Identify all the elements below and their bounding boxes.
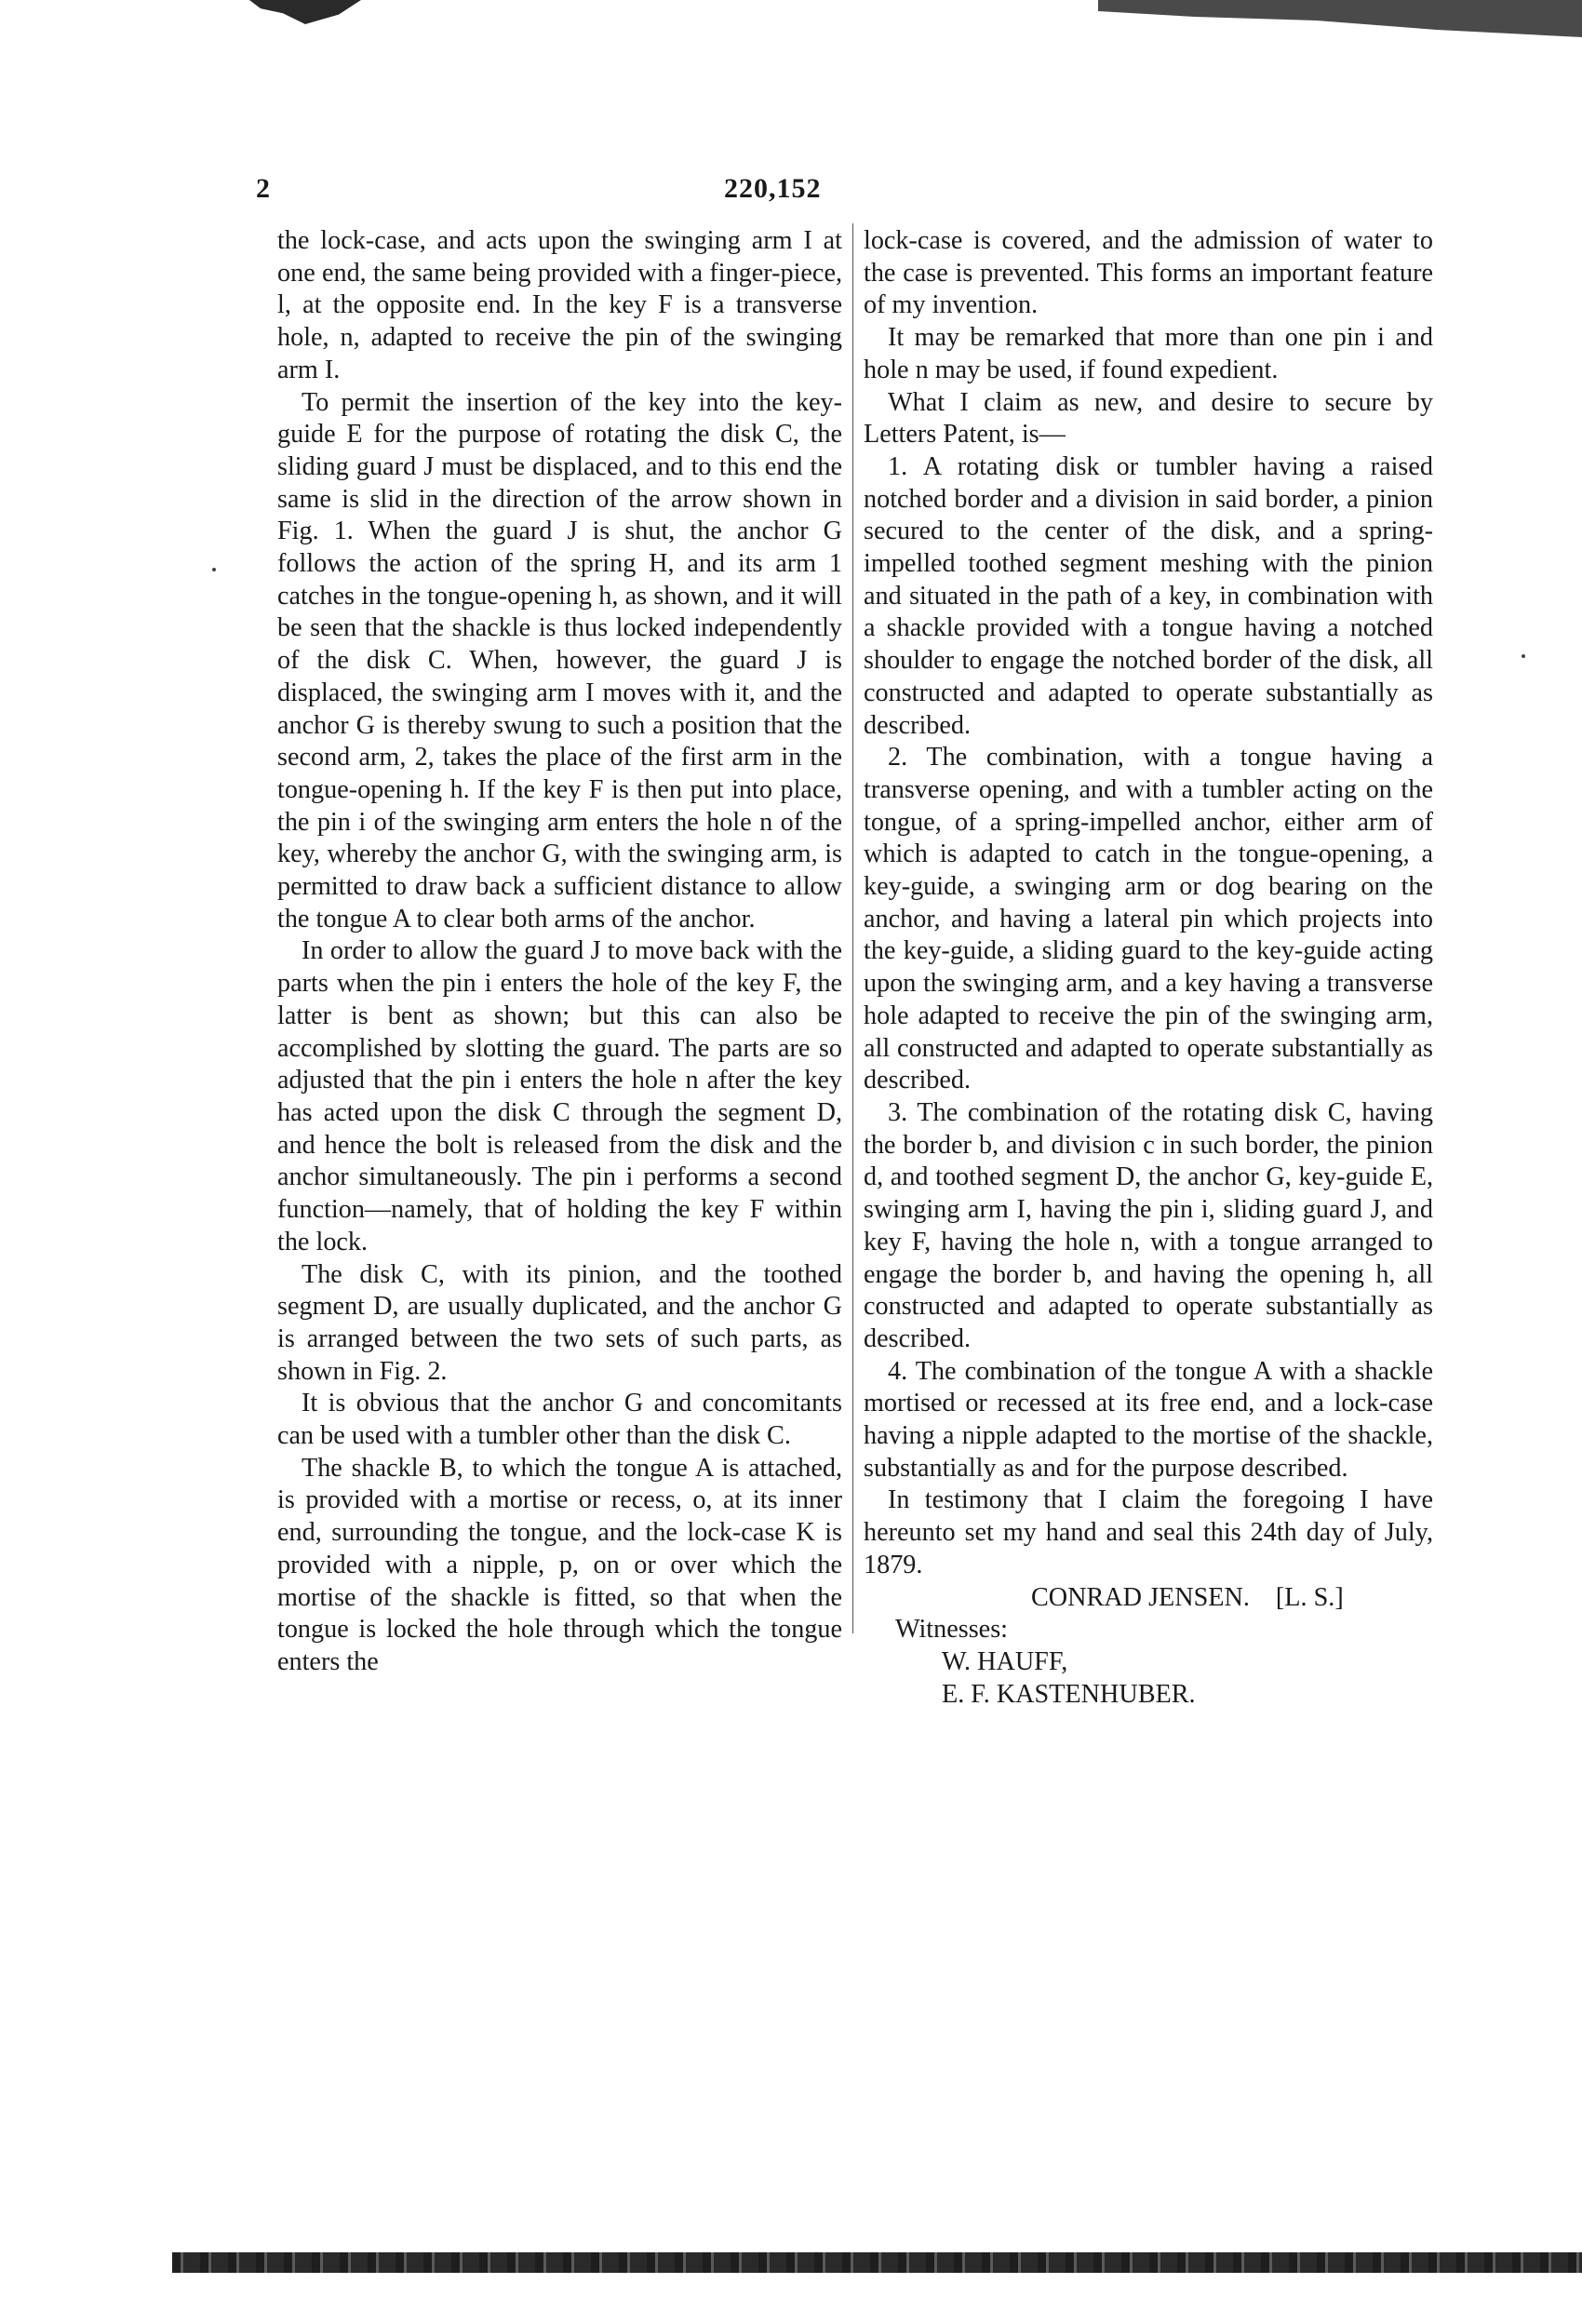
signature-block: [864, 1582, 1433, 1712]
scan-artifact-top-right: [1098, 0, 1582, 37]
seal-mark: [L. S.]: [1275, 1582, 1344, 1612]
claim-4: 4. The combination of the tongue A with a shackle mortised or recessed at its free end, and a lock-case having a nipple adapted to the mortise of the shackle, substantially as and for the purpose described.: [864, 1356, 1433, 1483]
paragraph: the lock-case, and acts upon the swinging arm I at one end, the same being provided with a finger-piece, l, at the opposite end. In the key F is a transverse hole, n, adapted to receive the pin of the swinging arm I.: [277, 226, 842, 384]
paragraph: The shackle B, to which the tongue A is attached, is provided with a mortise or recess, o, at its inner end, surrounding the tongue, and the lock-case K is provided with a nipple, p, on or over which the mortise of the shackle is fitted, so that when the tongue is locked the hole through which the tongue enters the: [277, 1453, 842, 1676]
paragraph: lock-case is covered, and the admission of water to the case is prevented. This forms an important feature of my invention.: [864, 226, 1433, 320]
column-divider: [852, 223, 853, 1633]
paragraph: In order to allow the guard J to move back with the parts when the pin i enters the hole of the key F, the latter is bent as shown; but this can also be accomplished by slotting the guard. The parts are so adjusted that the pin i enters the hole n after the key has acted upon the disk C through the segment D, and hence the bolt is released from the disk and the anchor simultaneously. The pin i performs a second function—namely, that of holding the key F within the lock.: [277, 936, 842, 1256]
scan-artifact-bottom-edge: [172, 2252, 1582, 2273]
witness-name: W. HAUFF,: [942, 1646, 1068, 1676]
witnesses-label: Witnesses:: [895, 1615, 1008, 1645]
inventor-signature: [864, 1582, 1433, 1615]
scan-speck: [212, 568, 216, 571]
witness-name: E. F. KASTENHUBER.: [942, 1679, 1196, 1709]
paragraph: The disk C, with its pinion, and the toothed segment D, are usually duplicated, and the anchor G is arranged between the two sets of such parts, as shown in Fig. 2.: [277, 1259, 842, 1386]
claim-3: 3. The combination of the rotating disk C, having the border b, and division c in such border, the pinion d, and toothed segment D, the anchor G, key-guide E, swinging arm I, having the pin i, sliding guard J, and key F, having the hole n, with a tongue arranged to engage the border b, and having the opening h, all constructed and adapted to operate substantially as described.: [864, 1097, 1433, 1353]
paragraph: It is obvious that the anchor G and concomitants can be used with a tumbler other than the disk C.: [277, 1389, 842, 1451]
paragraph: It may be remarked that more than one pin i and hole n may be used, if found expedient.: [864, 323, 1433, 384]
claim-2: 2. The combination, with a tongue having a transverse opening, and with a tumbler acting on the tongue, of a spring-impelled anchor, either arm of which is adapted to catch in the tongue-opening, a key-guide, a swinging arm or dog bearing on the anchor, and having a lateral pin which projects into the key-guide, a sliding guard to the key-guide acting upon the swinging arm, and a key having a transverse hole adapted to receive the pin of the swinging arm, all constructed and adapted to operate substantially as described.: [864, 743, 1433, 1095]
scan-speck: [1522, 654, 1525, 658]
inventor-name: CONRAD JENSEN.: [1031, 1582, 1250, 1612]
claim-1: 1. A rotating disk or tumbler having a raised notched border and a division in said border, a pinion secured to the center of the disk, and a spring-impelled toothed segment meshing with the pinion and situated in the path of a key, in combination with a shackle provided with a tongue having a notched shoulder to engage the notched border of the disk, all constructed and adapted to operate substantially as described.: [864, 451, 1433, 740]
page-number: 2: [256, 173, 270, 204]
left-column: [277, 225, 842, 1679]
scan-artifact-top-left: [249, 0, 361, 24]
testimony: In testimony that I claim the foregoing I have hereunto set my hand and seal this 24th day of July, 1879.: [864, 1485, 1433, 1579]
patent-number: 220,152: [724, 173, 822, 204]
right-column: [864, 225, 1433, 1711]
claims-intro: What I claim as new, and desire to secure by Letters Patent, is—: [864, 387, 1433, 450]
paragraph: To permit the insertion of the key into the key-guide E for the purpose of rotating the disk C, the sliding guard J must be displaced, and to this end the same is slid in the direction of the arrow shown in Fig. 1. When the guard J is shut, the anchor G follows the action of the spring H, and its arm 1 catches in the tongue-opening h, as shown, and it will be seen that the shackle is thus locked independently of the disk C. When, however, the guard J is displaced, the swinging arm I moves with it, and the anchor G is thereby swung to such a position that the second arm, 2, takes the place of the first arm in the tongue-opening h. If the key F is then put into place, the pin i of the swinging arm enters the hole n of the key, whereby the anchor G, with the swinging arm, is permitted to draw back a sufficient distance to allow the tongue A to clear both arms of the anchor.: [277, 387, 842, 934]
